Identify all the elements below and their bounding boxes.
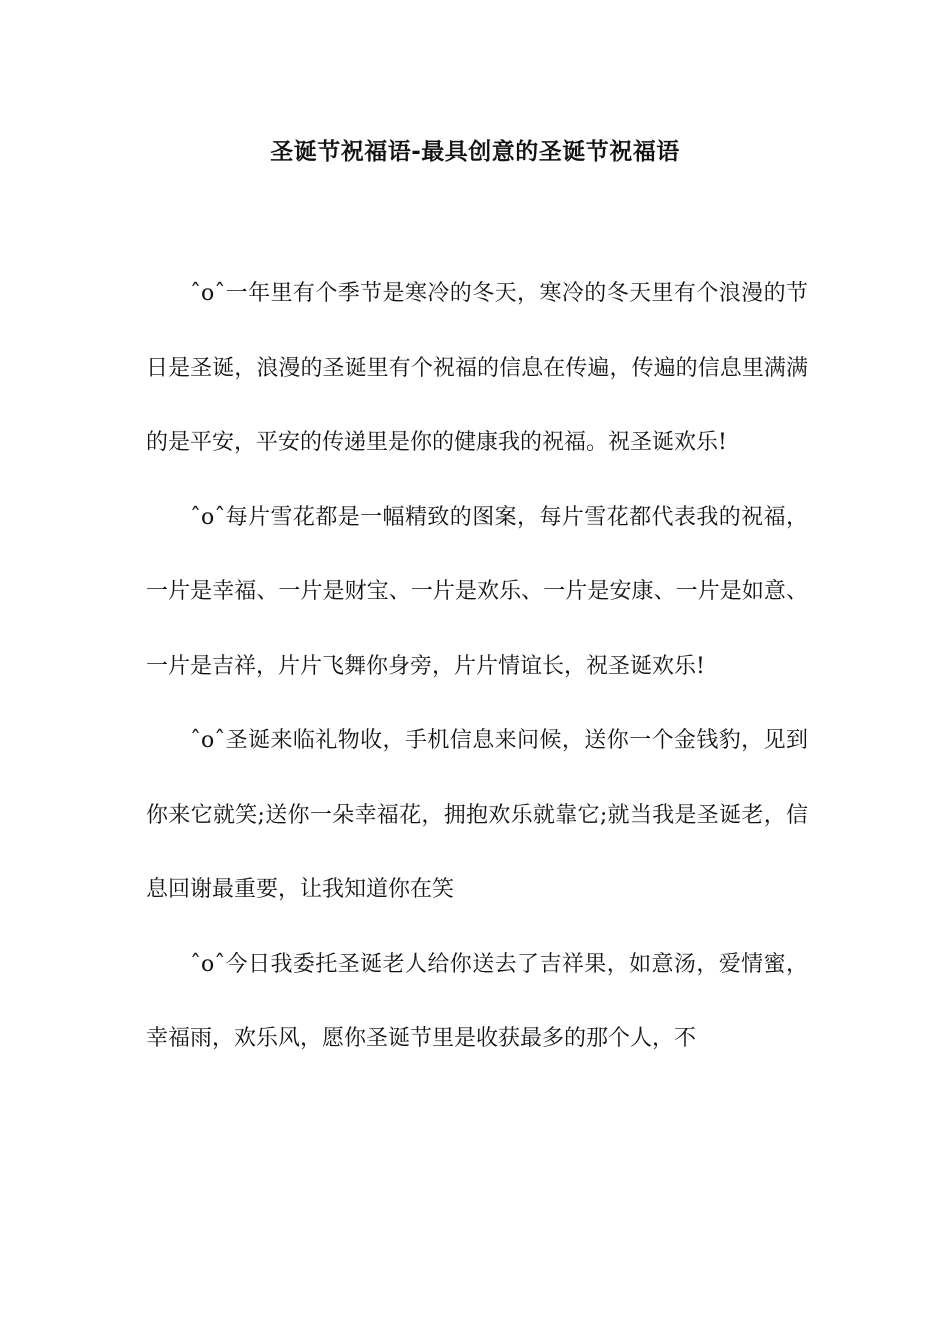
paragraph: ˆoˆ一年里有个季节是寒冷的冬天，寒冷的冬天里有个浪漫的节日是圣诞，浪漫的圣诞里有个祝福的信息在传遍，传遍的信息里满满的是平安，平安的传递里是你的健康我的祝福。祝圣诞欢乐! [146,281,808,455]
paragraph: ˆoˆ今日我委托圣诞老人给你送去了吉祥果，如意汤，爱情蜜，幸福雨，欢乐风，愿你圣诞节里是收获最多的那个人，不 [146,951,808,1051]
paragraph: ˆoˆ每片雪花都是一幅精致的图案，每片雪花都代表我的祝福，一片是幸福、一片是财宝、一片是欢乐、一片是安康、一片是如意、一片是吉祥，片片飞舞你身旁，片片情谊长，祝圣诞欢乐! [146,504,808,679]
document-title: 圣诞节祝福语-最具创意的圣诞节祝福语 [270,139,680,165]
paragraph: ˆoˆ圣诞来临礼物收，手机信息来问候，送你一个金钱豹，见到你来它就笑;送你一朵幸福花，拥抱欢乐就靠它;就当我是圣诞老，信息回谢最重要，让我知道你在笑 [146,728,808,902]
document-body [146,257,808,1077]
